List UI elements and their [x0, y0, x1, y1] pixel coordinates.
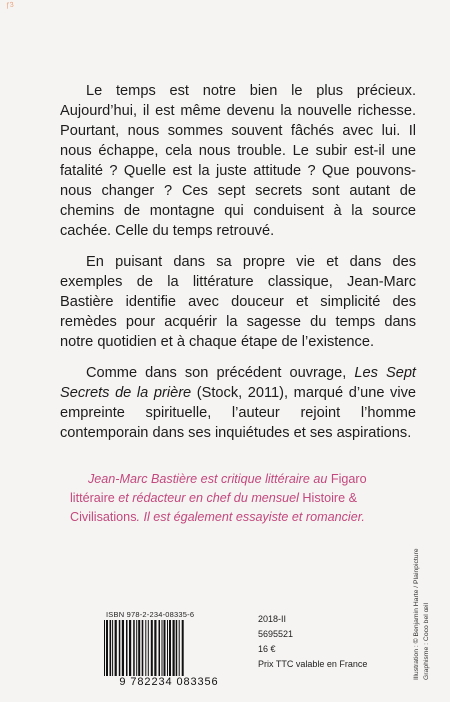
barcode-bar: [119, 620, 121, 676]
price: 16 €: [258, 644, 276, 654]
barcode-image: [98, 620, 240, 678]
barcode-bar: [173, 620, 175, 676]
barcode-bar: [112, 620, 113, 676]
paragraph-3-after: (Stock, 2011), marqué d’une vive empreinte spirituelle, l’auteur rejoint l’homme contemporain dans ses inquiétudes et ses aspirations.: [60, 385, 417, 441]
blurb: [60, 81, 416, 454]
bio-histoire-civilisations: Histoire & Civilisations: [70, 491, 358, 524]
barcode-bar: [179, 620, 180, 676]
edition-code: 2018-II: [258, 614, 287, 624]
barcode-bar: [138, 620, 140, 676]
book-title: Les Sept Secrets de la prière: [60, 365, 416, 401]
barcode-bar: [176, 620, 178, 676]
barcode-bar: [122, 620, 124, 676]
price-note: Prix TTC valable en France: [258, 659, 368, 669]
barcode-bar: [164, 620, 166, 676]
barcode-bar: [148, 620, 149, 676]
bio-part-3: . Il est également essayiste et romancier.: [136, 510, 365, 524]
cover-credits: [412, 548, 442, 680]
blurb-paragraph-1: Le temps est notre bien le plus précieux. Aujourd’hui, il est même devenu la nouvelle richesse. Pourtant, nous sommes souvent fâchés avec lui. Il nous échappe, cela nous trouble. Le subir est-il une fatalité ? Quelle est la juste attitude ? Que pouvons-nous changer ? Ces sept secrets sont autant de chemins de montagne qui conduisent à la source cachée. Celle du temps retrouvé.: [60, 83, 416, 239]
barcode-bar: [167, 620, 168, 676]
barcode-bar: [129, 620, 131, 676]
barcode-bar: [104, 620, 105, 676]
barcode-bar: [159, 620, 161, 676]
bio-part-1: Jean-Marc Bastière est critique littéraire au: [88, 472, 331, 486]
barcode-bar: [162, 620, 163, 676]
barcode-block: [98, 608, 240, 692]
barcode-bar: [145, 620, 146, 676]
corner-mark: ƒ3: [5, 1, 15, 10]
barcode-bar: [110, 620, 112, 676]
bio-figaro: Figaro littéraire: [70, 472, 367, 505]
product-code: 5695521: [258, 629, 294, 639]
blurb-paragraph-2: En puisant dans sa propre vie et dans des exemples de la littérature classique, Jean-Marc Bastière identifie avec douceur et simplicité des remèdes pour acquérir la sagesse du temps dans notre quotidien et à chaque étape de l’existence.: [60, 254, 416, 350]
illustration-credit: Illustration : © Benjamin Harte / Plainpicture: [413, 548, 420, 680]
barcode-bar: [126, 620, 128, 676]
barcode-digits: 9 782234 083356: [119, 676, 219, 688]
barcode-bar: [115, 620, 117, 676]
isbn: ISBN 978-2-234-08335-6: [106, 610, 195, 619]
paragraph-3-before: Comme dans son précédent ouvrage,: [86, 365, 355, 381]
price-info: [258, 612, 367, 672]
graphisme-credit: Graphisme : Coco bel œil: [423, 602, 430, 680]
blurb-paragraph-3: [60, 363, 416, 443]
barcode-bar: [106, 620, 108, 676]
barcode-bar: [154, 620, 156, 676]
barcode-bar: [182, 620, 184, 676]
barcode-bar: [169, 620, 171, 676]
barcode-bar: [136, 620, 137, 676]
barcode-bar: [151, 620, 153, 676]
barcode-bar: [142, 620, 144, 676]
barcode-bar: [133, 620, 135, 676]
author-bio: [70, 470, 400, 527]
bio-part-2: et rédacteur en chef du mensuel: [114, 491, 303, 505]
